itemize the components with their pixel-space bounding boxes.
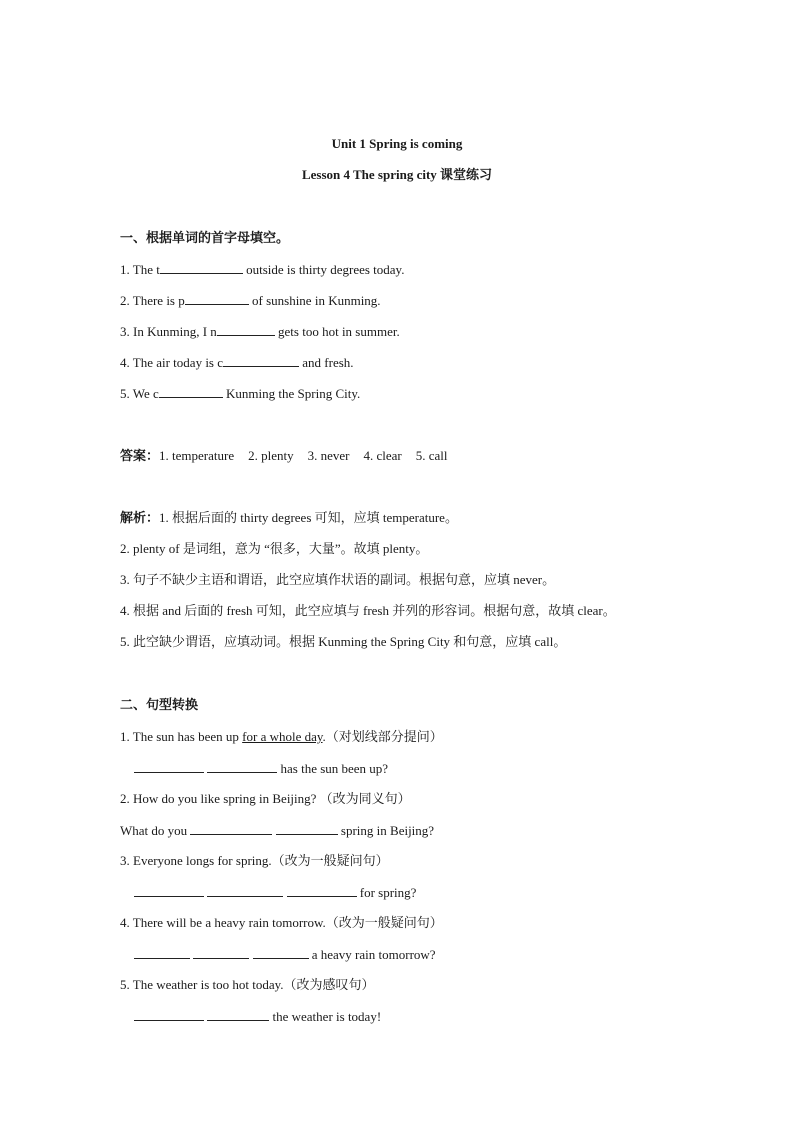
answer-blank[interactable] <box>185 292 249 305</box>
answer-blank[interactable] <box>223 354 299 367</box>
answer-blank[interactable] <box>207 760 277 773</box>
answer-item: 1. temperature <box>159 448 235 463</box>
answer-blank[interactable] <box>253 946 309 959</box>
exercise-item <box>120 385 360 402</box>
item-text: gets too hot in summer. <box>274 324 400 339</box>
answers-line <box>120 448 462 464</box>
item-text: outside is thirty degrees today. <box>242 262 405 277</box>
exercise-item <box>120 261 404 278</box>
page-title: Unit 1 Spring is coming <box>331 136 463 151</box>
answer-text: What do you <box>120 823 191 838</box>
analysis-line: 5. 此空缺少谓语，应填动词。根据 Kunming the Spring City 和句意，应填 call。 <box>120 634 567 649</box>
answer-text: for spring? <box>356 885 417 900</box>
analysis-line: 4. 根据 and 后面的 fresh 可知，此空应填与 fresh 并列的形容词。根据句意，故填 clear。 <box>120 603 616 618</box>
item-text: 5. We c <box>120 386 159 401</box>
answer-item: 5. call <box>415 448 448 463</box>
answer-line <box>134 884 416 901</box>
answer-blank[interactable] <box>207 884 283 897</box>
answer-blank[interactable] <box>134 946 190 959</box>
item-text: 3. In Kunming, I n <box>120 324 217 339</box>
answer-item: 4. clear <box>363 448 402 463</box>
answer-line <box>134 946 436 963</box>
analysis-line: 3. 句子不缺少主语和谓语，此空应填作状语的副词。根据句意，应填 never。 <box>120 572 556 587</box>
answer-item: 2. plenty <box>248 448 294 463</box>
question-text: 1. The sun has been up <box>120 729 243 744</box>
answer-text: has the sun been up? <box>277 761 389 776</box>
answer-line <box>120 822 434 839</box>
answer-text: a heavy rain tomorrow? <box>308 947 436 962</box>
answer-blank[interactable] <box>134 884 204 897</box>
exercise-item <box>120 354 354 371</box>
exercise-item <box>120 292 381 309</box>
question-line: 3. Everyone longs for spring.（改为一般疑问句） <box>120 853 389 868</box>
question-line <box>120 729 443 745</box>
answer-blank[interactable] <box>193 946 249 959</box>
answer-text: the weather is today! <box>269 1009 382 1024</box>
answer-blank[interactable] <box>160 261 243 274</box>
section1-heading: 一、根据单词的首字母填空。 <box>120 230 290 245</box>
answer-blank[interactable] <box>159 385 223 398</box>
answer-blank[interactable] <box>134 1008 204 1021</box>
analysis-text: 1. 根据后面的 thirty degrees 可知，应填 temperature。 <box>159 510 458 525</box>
answer-blank[interactable] <box>134 760 204 773</box>
item-text: 4. The air today is c <box>120 355 224 370</box>
page-subtitle: Lesson 4 The spring city 课堂练习 <box>301 167 493 182</box>
analysis-label: 解析： <box>120 510 160 525</box>
answer-blank[interactable] <box>287 884 357 897</box>
exercise-item <box>120 323 400 340</box>
section2-heading: 二、句型转换 <box>120 697 199 712</box>
answer-text: spring in Beijing? <box>337 823 435 838</box>
answer-blank[interactable] <box>217 323 275 336</box>
question-line: 2. How do you like spring in Beijing? （改为同义句） <box>120 791 411 806</box>
item-text: 1. The t <box>120 262 160 277</box>
item-text: Kunming the Spring City. <box>222 386 361 401</box>
analysis-line: 2. plenty of 是词组，意为 “很多，大量”。故填 plenty。 <box>120 541 429 556</box>
answer-line <box>134 1008 381 1025</box>
answers-label: 答案： <box>120 448 160 463</box>
answer-line <box>134 760 388 777</box>
question-line: 4. There will be a heavy rain tomorrow.（改为一般疑问句） <box>120 915 443 930</box>
analysis-line <box>120 510 458 526</box>
question-line: 5. The weather is too hot today.（改为感叹句） <box>120 977 375 992</box>
item-text: 2. There is p <box>120 293 185 308</box>
underlined-phrase: for a whole day <box>242 729 323 744</box>
item-text: and fresh. <box>299 355 354 370</box>
question-instruction: .（对划线部分提问） <box>322 729 443 744</box>
answer-item: 3. never <box>307 448 350 463</box>
answer-blank[interactable] <box>276 822 338 835</box>
item-text: of sunshine in Kunming. <box>248 293 381 308</box>
answer-blank[interactable] <box>190 822 272 835</box>
answer-blank[interactable] <box>207 1008 269 1021</box>
